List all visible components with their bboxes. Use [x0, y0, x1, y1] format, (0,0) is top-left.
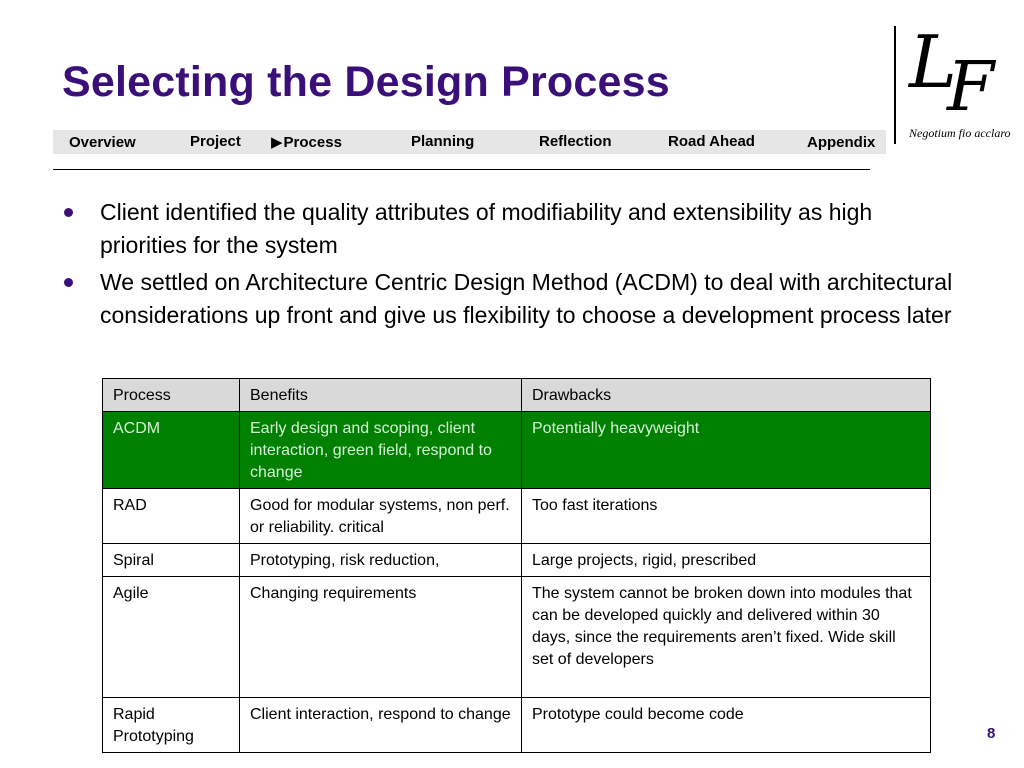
- page-number: 8: [987, 725, 996, 742]
- bullet-text: We settled on Architecture Centric Design Method (ACDM) to deal with architectural considerations up front and give us flexibility to choose a development process later: [100, 269, 953, 328]
- cell-benefits: Good for modular systems, non perf. or reliability. critical: [240, 489, 522, 544]
- bullet-item: [62, 266, 962, 332]
- nav-item-project[interactable]: Project: [190, 133, 241, 150]
- bullet-dot-icon: [64, 208, 73, 217]
- bullet-item: [62, 196, 962, 262]
- table-row-agile: [103, 577, 931, 698]
- nav-item-road-ahead[interactable]: Road Ahead: [668, 133, 755, 150]
- cell-process: Spiral: [103, 544, 240, 577]
- logo-divider-line: [894, 26, 896, 144]
- nav-item-appendix[interactable]: Appendix: [807, 134, 876, 151]
- table-row-rad: [103, 489, 931, 544]
- section-nav-bar: [53, 130, 886, 154]
- cell-process: Rapid Prototyping: [103, 698, 240, 753]
- logo-letter-l: L: [909, 20, 957, 104]
- header-drawbacks: Drawbacks: [522, 379, 931, 412]
- cell-benefits: Client interaction, respond to change: [240, 698, 522, 753]
- header-process: Process: [103, 379, 240, 412]
- process-comparison-table: [102, 378, 931, 753]
- nav-item-process-label: Process: [283, 134, 342, 151]
- lf-logo: [903, 20, 1018, 148]
- bullet-text: Client identified the quality attributes of modifiability and extensibility as high priorities for the system: [100, 199, 873, 258]
- nav-item-overview[interactable]: Overview: [69, 134, 136, 151]
- table-row-spiral: [103, 544, 931, 577]
- cell-process: RAD: [103, 489, 240, 544]
- nav-item-reflection[interactable]: Reflection: [539, 133, 612, 150]
- bullet-list: [62, 196, 962, 336]
- logo-letter-f: F: [947, 48, 995, 127]
- cell-benefits: Changing requirements: [240, 577, 522, 698]
- cell-drawbacks: Too fast iterations: [522, 489, 931, 544]
- nav-divider-line: [53, 169, 870, 170]
- cell-process: ACDM: [103, 412, 240, 489]
- slide-title: Selecting the Design Process: [62, 58, 670, 106]
- table-row-acdm: [103, 412, 931, 489]
- cell-drawbacks: The system cannot be broken down into modules that can be developed quickly and delivered within 30 days, since the requirements aren’t fixed. Wide skill set of developers: [522, 577, 931, 698]
- bullet-dot-icon: [64, 278, 73, 287]
- logo-motto: Negotium fio acclaro: [909, 126, 1011, 140]
- nav-item-process[interactable]: [271, 133, 342, 151]
- cell-drawbacks: Large projects, rigid, prescribed: [522, 544, 931, 577]
- current-section-arrow-icon: ▶: [271, 134, 283, 151]
- table-row-rapid-prototyping: [103, 698, 931, 753]
- cell-benefits: Early design and scoping, client interaction, green field, respond to change: [240, 412, 522, 489]
- header-benefits: Benefits: [240, 379, 522, 412]
- cell-drawbacks: Potentially heavyweight: [522, 412, 931, 489]
- cell-drawbacks: Prototype could become code: [522, 698, 931, 753]
- cell-process: Agile: [103, 577, 240, 698]
- table-header-row: [103, 379, 931, 412]
- cell-benefits: Prototyping, risk reduction,: [240, 544, 522, 577]
- nav-item-planning[interactable]: Planning: [411, 133, 475, 150]
